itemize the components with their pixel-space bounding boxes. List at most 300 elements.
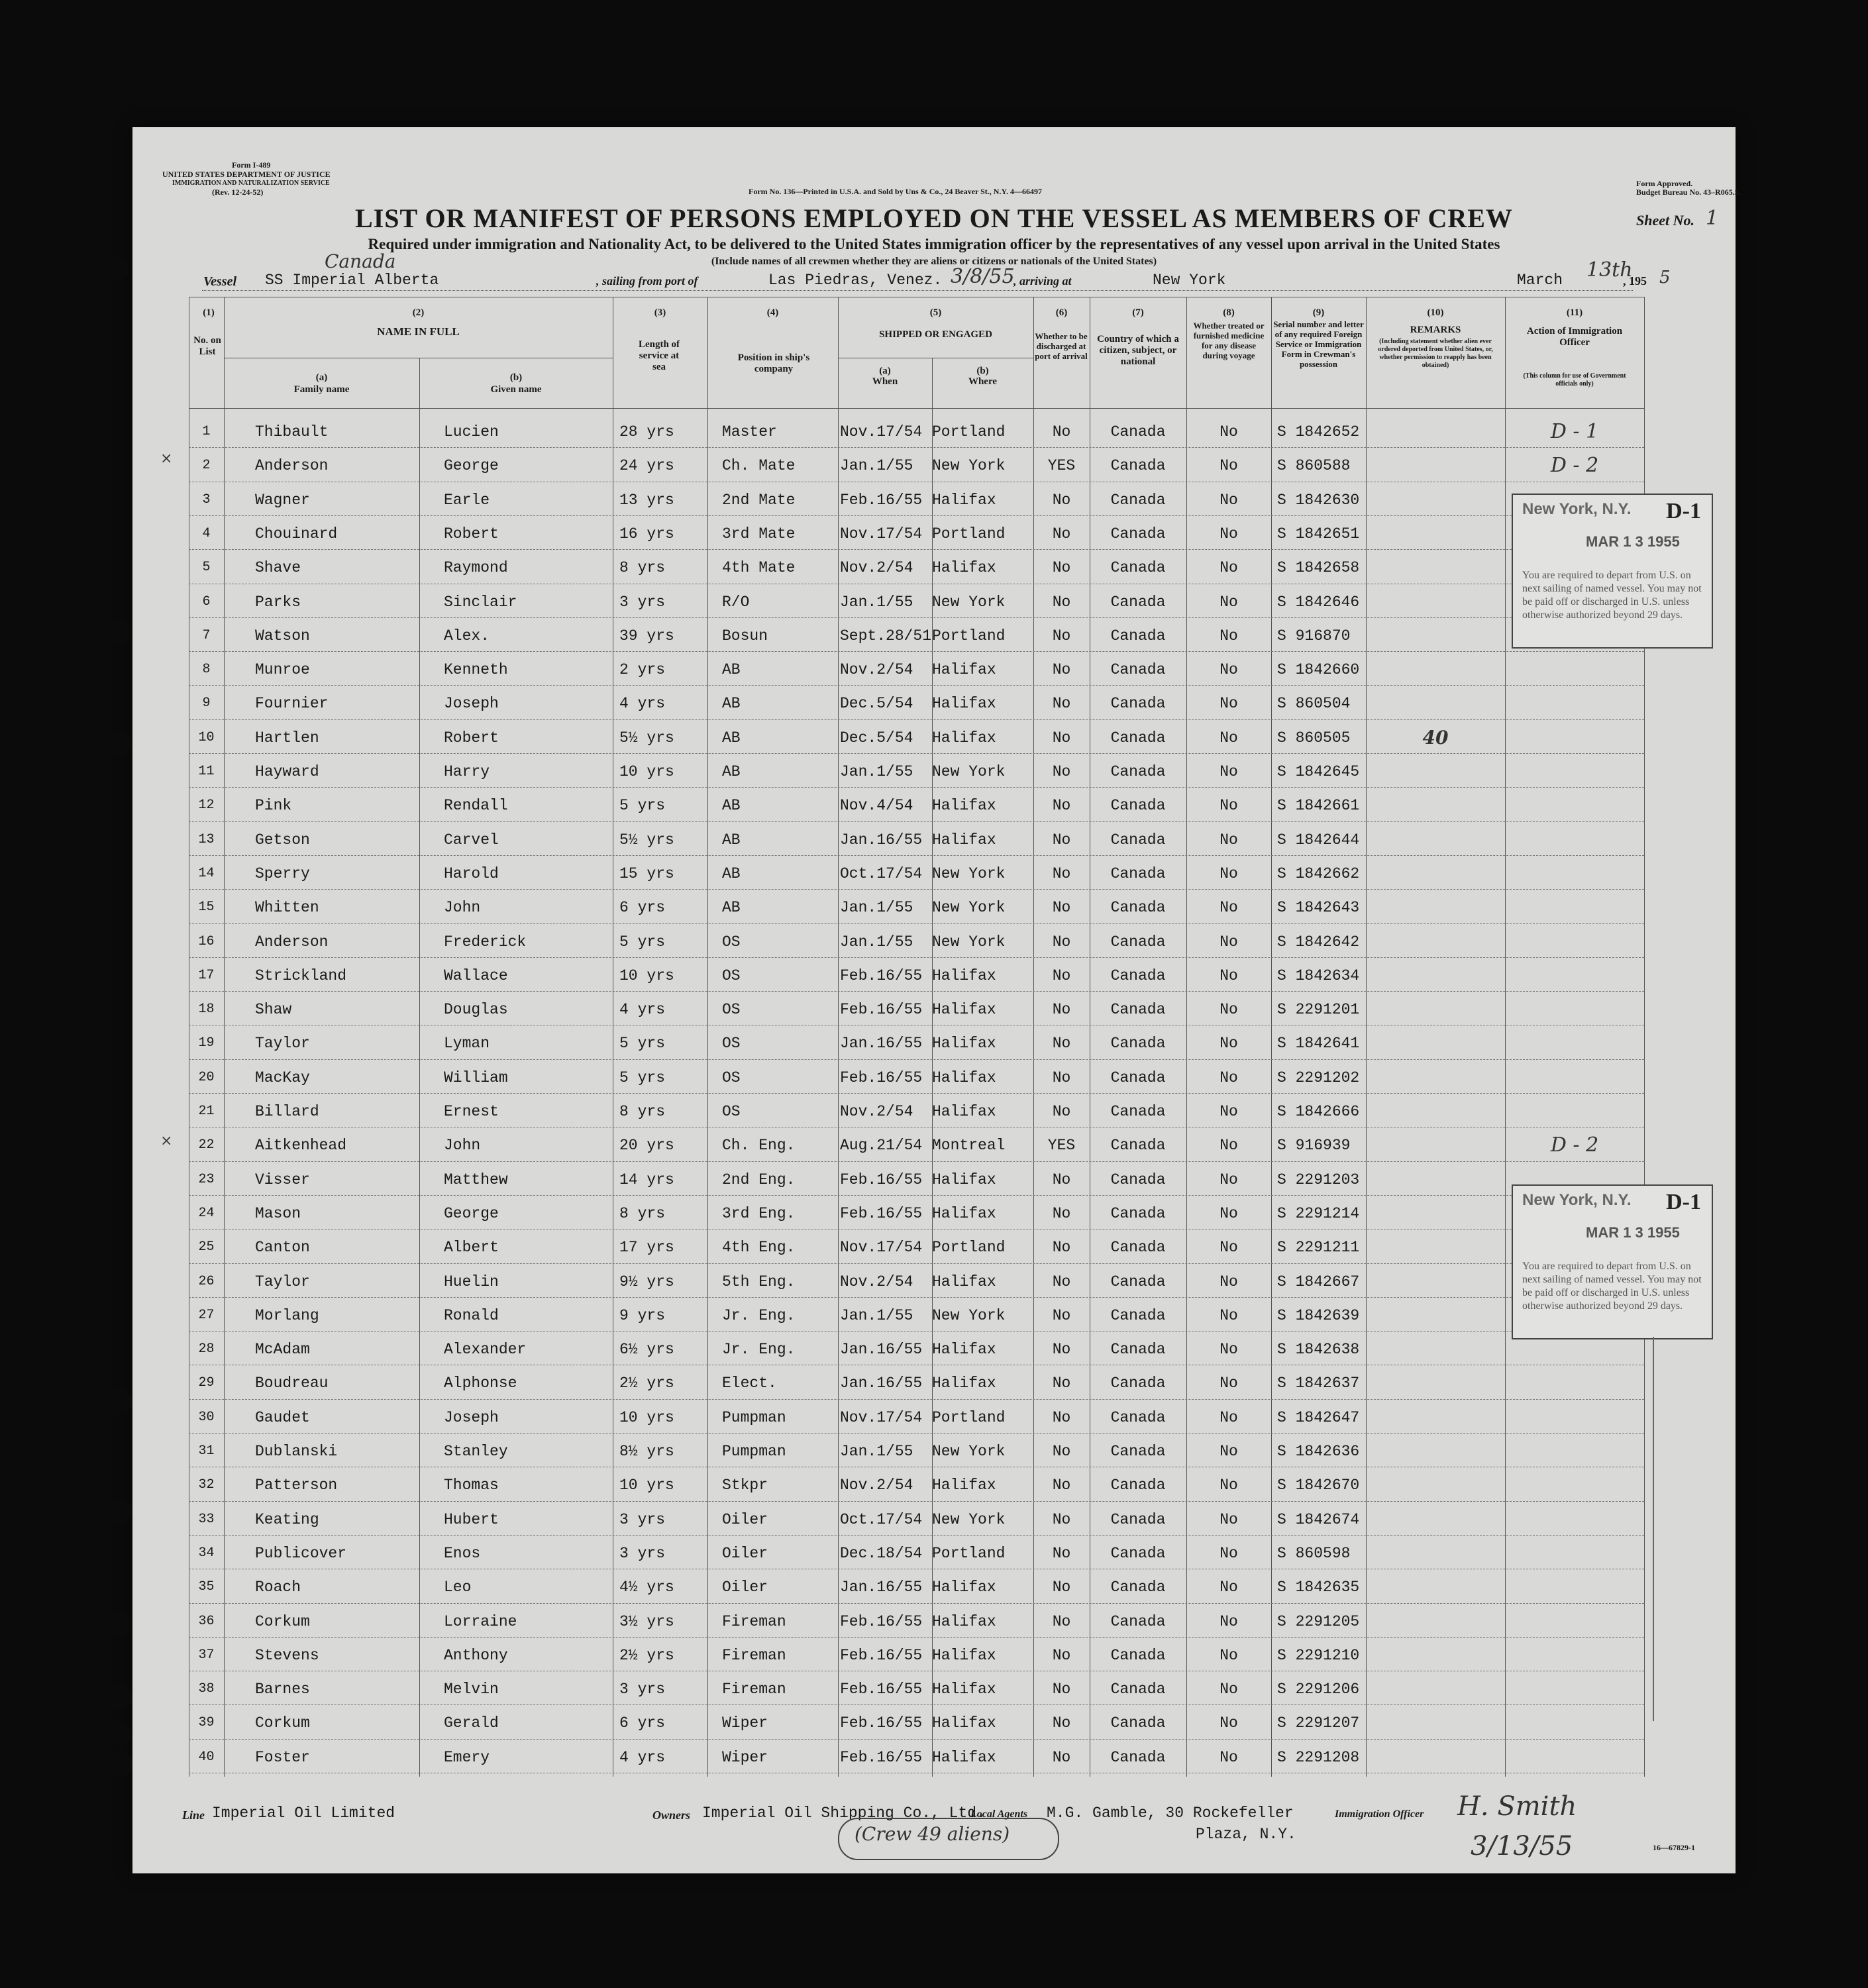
col9-label: Serial number and letter of any required Foreign Service or Immigration Form in Crewman's possession [1273, 319, 1364, 369]
given-name: Hubert [444, 1510, 499, 1528]
discharge-status: No [1052, 1714, 1071, 1732]
row-number: 14 [198, 865, 215, 881]
row-number: 29 [198, 1375, 215, 1391]
agents-label: Local Agents [970, 1808, 1028, 1820]
family-name: Hartlen [255, 729, 319, 747]
medicine-status: No [1219, 864, 1238, 882]
country: Canada [1110, 1748, 1166, 1766]
row-rule [189, 1535, 1644, 1536]
column-rule [1271, 297, 1272, 1777]
col5-num: (5) [929, 307, 942, 318]
row-number: 10 [198, 729, 215, 745]
given-name: George [444, 1204, 499, 1222]
serial-number: S 1842639 [1277, 1306, 1360, 1324]
arrival-month: March [1517, 272, 1563, 289]
length-of-service: 3 yrs [619, 593, 666, 611]
shipped-when: Feb.16/55 [840, 1171, 923, 1188]
medicine-status: No [1219, 1714, 1238, 1732]
discharge-status: No [1052, 899, 1071, 917]
given-name: Lucien [444, 423, 499, 441]
discharge-status: No [1052, 1204, 1071, 1222]
col9-num: (9) [1312, 307, 1325, 318]
position: Fireman [722, 1612, 786, 1630]
sailing-label: , sailing from port of [596, 274, 698, 288]
shipped-where: Halifax [932, 1035, 996, 1053]
position: Fireman [722, 1646, 786, 1664]
row-number: 1 [202, 424, 211, 439]
shipped-where: Halifax [932, 1204, 996, 1222]
serial-number: S 860588 [1277, 457, 1351, 475]
col10-note: (Including statement whether alien ever ordered deported from United States, or, whether permission to reapply has been obtained) [1378, 338, 1493, 369]
shipped-when: Jan.1/55 [840, 1443, 913, 1460]
serial-number: S 1842666 [1277, 1103, 1360, 1120]
family-name: Taylor [255, 1035, 310, 1053]
family-name: Boudreau [255, 1375, 329, 1392]
officer-action: D - 2 [1550, 456, 1599, 476]
medicine-status: No [1219, 1273, 1238, 1290]
punch-hole [105, 730, 131, 757]
discharge-status: No [1052, 1579, 1071, 1596]
row-number: 20 [198, 1069, 215, 1085]
col11-num: (11) [1566, 307, 1583, 318]
printer-note: Form No. 136—Printed in U.S.A. and Sold by Uns & Co., 24 Beaver St., N.Y. 4—66497 [749, 187, 1043, 196]
length-of-service: 6 yrs [619, 1714, 666, 1732]
col1-label: No. on List [193, 335, 221, 357]
discharge-status: No [1052, 1239, 1071, 1257]
row-number: 5 [202, 560, 211, 576]
shipped-when: Feb.16/55 [840, 1001, 923, 1019]
row-number: 32 [198, 1477, 215, 1493]
medicine-status: No [1219, 1443, 1238, 1460]
agents-value: M.G. Gamble, 30 Rockefeller [1047, 1805, 1294, 1822]
row-number: 27 [198, 1307, 215, 1323]
row-rule [189, 1059, 1644, 1060]
discharge-status: No [1052, 1510, 1071, 1528]
length-of-service: 4½ yrs [619, 1579, 674, 1596]
family-name: Stevens [255, 1646, 319, 1664]
shipped-where: Halifax [932, 1069, 996, 1086]
family-name: Aitkenhead [255, 1137, 347, 1155]
row-rule [189, 1637, 1644, 1638]
shipped-where: Halifax [932, 1714, 996, 1732]
length-of-service: 10 yrs [619, 763, 674, 780]
shipped-where: New York [932, 1510, 1006, 1528]
country: Canada [1110, 1375, 1166, 1392]
family-name: Anderson [255, 457, 329, 475]
bracket-line [1653, 1337, 1654, 1721]
stamp-city: New York, N.Y. [1522, 500, 1632, 518]
shipped-when: Jan.16/55 [840, 831, 923, 849]
shipped-when: Feb.16/55 [840, 1681, 923, 1699]
row-rule [189, 549, 1644, 550]
medicine-status: No [1219, 1748, 1238, 1766]
form-approved: Form Approved. [1636, 179, 1693, 188]
serial-number: S 916939 [1277, 1137, 1351, 1155]
shipped-where: Portland [932, 1544, 1006, 1562]
shipped-when: Jan.16/55 [840, 1035, 923, 1053]
revision: (Rev. 12-24-52) [212, 187, 264, 197]
shipped-where: Halifax [932, 1171, 996, 1188]
header-bottom-rule [189, 408, 1644, 409]
shipped-where: Halifax [932, 1273, 996, 1290]
country: Canada [1110, 967, 1166, 984]
given-name: Albert [444, 1239, 499, 1257]
country: Canada [1110, 593, 1166, 611]
shipped-where: Halifax [932, 1103, 996, 1120]
country: Canada [1110, 797, 1166, 815]
punch-hole [106, 1498, 132, 1525]
family-name: Foster [255, 1748, 310, 1766]
owners-value: Imperial Oil Shipping Co., Ltd. [702, 1805, 986, 1822]
row-number: 6 [202, 594, 211, 609]
position: OS [722, 1069, 741, 1086]
length-of-service: 8 yrs [619, 1103, 666, 1120]
family-name: MacKay [255, 1069, 310, 1086]
shipped-when: Nov.2/54 [840, 661, 913, 679]
shipped-where: Halifax [932, 1579, 996, 1596]
given-name: Anthony [444, 1646, 508, 1664]
serial-number: S 2291206 [1277, 1681, 1360, 1699]
vessel-line-rule [202, 290, 1633, 291]
serial-number: S 1842658 [1277, 559, 1360, 577]
row-number: 30 [198, 1409, 215, 1425]
stamp-code: D-1 [1666, 499, 1701, 523]
family-name: Canton [255, 1239, 310, 1257]
form-code: 16—67829-1 [1653, 1843, 1695, 1852]
length-of-service: 28 yrs [619, 423, 674, 441]
discharge-status: No [1052, 1477, 1071, 1494]
shipped-when: Jan.16/55 [840, 1375, 923, 1392]
serial-number: S 1842630 [1277, 491, 1360, 509]
row-number: 33 [198, 1511, 215, 1527]
length-of-service: 2½ yrs [619, 1646, 674, 1664]
family-name: Barnes [255, 1681, 310, 1699]
department: UNITED STATES DEPARTMENT OF JUSTICE [162, 170, 331, 179]
country: Canada [1110, 525, 1166, 543]
given-name: Sinclair [444, 593, 517, 611]
row-number: 28 [198, 1341, 215, 1357]
serial-number: S 2291207 [1277, 1714, 1360, 1732]
length-of-service: 8 yrs [619, 559, 666, 577]
sailing-port: Las Piedras, Venez. [768, 272, 943, 289]
family-name: Gaudet [255, 1408, 310, 1426]
shipped-when: Feb.16/55 [840, 1714, 923, 1732]
row-number: 37 [198, 1647, 215, 1663]
country: Canada [1110, 1171, 1166, 1188]
serial-number: S 1842667 [1277, 1273, 1360, 1290]
crew-note: (Crew 49 aliens) [855, 1823, 1010, 1845]
serial-number: S 2291201 [1277, 1001, 1360, 1019]
medicine-status: No [1219, 1579, 1238, 1596]
officer-signature: H. Smith [1457, 1791, 1577, 1822]
shipped-when: Nov.17/54 [840, 525, 923, 543]
country: Canada [1110, 1579, 1166, 1596]
position: AB [722, 661, 741, 679]
shipped-when: Nov.2/54 [840, 1477, 913, 1494]
shipped-when: Feb.16/55 [840, 1612, 923, 1630]
serial-number: S 916870 [1277, 627, 1351, 645]
discharge-status: No [1052, 1544, 1071, 1562]
medicine-status: No [1219, 1544, 1238, 1562]
punch-hole [105, 1611, 131, 1638]
col6-num: (6) [1055, 307, 1068, 318]
line-value: Imperial Oil Limited [212, 1805, 395, 1822]
family-name: Shaw [255, 1001, 292, 1019]
row-number: 13 [198, 831, 215, 847]
given-name: Robert [444, 525, 499, 543]
serial-number: S 1842642 [1277, 933, 1360, 951]
row-number: 9 [202, 696, 211, 711]
family-name: Strickland [255, 967, 347, 984]
family-name: Fournier [255, 695, 329, 713]
length-of-service: 13 yrs [619, 491, 674, 509]
medicine-status: No [1219, 797, 1238, 815]
shipped-where: Portland [932, 1239, 1006, 1257]
given-name: Harry [444, 763, 490, 780]
position: Oiler [722, 1544, 768, 1562]
given-name: Robert [444, 729, 499, 747]
row-number: 36 [198, 1613, 215, 1629]
shipped-when: Jan.1/55 [840, 763, 913, 780]
family-name: Dublanski [255, 1443, 338, 1460]
shipped-when: Feb.16/55 [840, 491, 923, 509]
shipped-when: Dec.5/54 [840, 695, 913, 713]
serial-number: S 1842647 [1277, 1408, 1360, 1426]
position: Wiper [722, 1748, 768, 1766]
row-rule [189, 1161, 1644, 1162]
position: Jr. Eng. [722, 1341, 796, 1359]
position: AB [722, 864, 741, 882]
discharge-status: No [1052, 1748, 1071, 1766]
officer-action: D - 1 [1550, 423, 1599, 441]
shipped-when: Nov.17/54 [840, 1408, 923, 1426]
family-name: Corkum [255, 1714, 310, 1732]
shipped-where: Portland [932, 525, 1006, 543]
medicine-status: No [1219, 1035, 1238, 1053]
row-rule [189, 651, 1644, 652]
stamp-date: MAR 1 3 1955 [1586, 1224, 1680, 1241]
shipped-where: New York [932, 864, 1006, 882]
medicine-status: No [1219, 1375, 1238, 1392]
given-name: Wallace [444, 967, 508, 984]
country: Canada [1110, 729, 1166, 747]
country: Canada [1110, 1646, 1166, 1664]
medicine-status: No [1219, 695, 1238, 713]
serial-number: S 1842660 [1277, 661, 1360, 679]
row-rule [189, 1433, 1644, 1434]
position: 5th Eng. [722, 1273, 796, 1290]
medicine-status: No [1219, 423, 1238, 441]
discharge-status: No [1052, 967, 1071, 984]
col11-note: (This column for use of Government officials only) [1523, 372, 1626, 388]
position: AB [722, 831, 741, 849]
remarks: 40 [1422, 728, 1449, 747]
country: Canada [1110, 695, 1166, 713]
family-name: Wagner [255, 491, 310, 509]
country: Canada [1110, 933, 1166, 951]
discharge-status: No [1052, 864, 1071, 882]
shipped-when: Nov.2/54 [840, 1273, 913, 1290]
position: Fireman [722, 1681, 786, 1699]
shipped-when: Jan.1/55 [840, 899, 913, 917]
row-number: 24 [198, 1205, 215, 1221]
length-of-service: 3 yrs [619, 1544, 666, 1562]
include-note: (Include names of all crewmen whether they are aliens or citizens or nationals of the United States) [711, 256, 1157, 267]
discharge-status: No [1052, 627, 1071, 645]
discharge-status: No [1052, 559, 1071, 577]
country: Canada [1110, 864, 1166, 882]
length-of-service: 6½ yrs [619, 1341, 674, 1359]
col11-label: Action of Immigration Officer [1526, 326, 1623, 348]
page-title: LIST OR MANIFEST OF PERSONS EMPLOYED ON THE VESSEL AS MEMBERS OF CREW [355, 203, 1513, 233]
given-name: Lorraine [444, 1612, 517, 1630]
year-prefix: , 195 [1623, 274, 1647, 288]
serial-number: S 2291208 [1277, 1748, 1360, 1766]
country: Canada [1110, 1681, 1166, 1699]
col10-num: (10) [1427, 307, 1444, 318]
row-rule [189, 1093, 1644, 1094]
immigration-stamp-1 [1512, 494, 1713, 649]
medicine-status: No [1219, 1137, 1238, 1155]
x-mark-row-22: × [160, 1133, 173, 1149]
row-rule [189, 1603, 1644, 1604]
family-name: Visser [255, 1171, 310, 1188]
row-rule [189, 1399, 1644, 1400]
position: 4th Mate [722, 559, 796, 577]
family-name: McAdam [255, 1341, 310, 1359]
position: Master [722, 423, 777, 441]
shipped-when: Oct.17/54 [840, 1510, 923, 1528]
stamp-text: You are required to depart from U.S. on next sailing of named vessel. You may not be paid off or discharged in U.S. unless otherwise authorized beyond 29 days. [1522, 1261, 1702, 1312]
row-rule [189, 1297, 1644, 1298]
row-rule [189, 1739, 1644, 1740]
length-of-service: 5 yrs [619, 1035, 666, 1053]
column-rule [838, 297, 839, 1777]
medicine-status: No [1219, 1171, 1238, 1188]
sailing-date-handwritten: 3/8/55 [951, 265, 1015, 288]
shipped-where: New York [932, 593, 1006, 611]
owners-label: Owners [652, 1808, 691, 1822]
length-of-service: 3 yrs [619, 1510, 666, 1528]
row-number: 2 [202, 458, 211, 474]
discharge-status: No [1052, 1443, 1071, 1460]
serial-number: S 1842637 [1277, 1375, 1360, 1392]
given-name: Alex. [444, 627, 490, 645]
serial-number: S 1842645 [1277, 763, 1360, 780]
subtitle: Required under immigration and Nationality Act, to be delivered to the United States immigration officer by the representatives of any vessel upon arrival in the United States [368, 236, 1500, 252]
medicine-status: No [1219, 899, 1238, 917]
country: Canada [1110, 457, 1166, 475]
row-number: 8 [202, 662, 211, 678]
shipped-when: Feb.16/55 [840, 1748, 923, 1766]
family-name: Pink [255, 797, 292, 815]
shipped-where: Halifax [932, 797, 996, 815]
given-name: Harold [444, 864, 499, 882]
discharge-status: No [1052, 593, 1071, 611]
given-name: Matthew [444, 1171, 508, 1188]
position: 3rd Eng. [722, 1204, 796, 1222]
family-name: Chouinard [255, 525, 338, 543]
country: Canada [1110, 661, 1166, 679]
vessel-flag-handwritten: Canada [325, 250, 396, 272]
length-of-service: 4 yrs [619, 695, 666, 713]
punch-hole [105, 1721, 131, 1748]
country: Canada [1110, 899, 1166, 917]
discharge-status: No [1052, 1069, 1071, 1086]
year-handwritten: 5 [1659, 268, 1671, 288]
discharge-status: No [1052, 729, 1071, 747]
row-number: 18 [198, 1002, 215, 1018]
position: 3rd Mate [722, 525, 796, 543]
x-mark-row-2: × [160, 450, 173, 467]
col2b-label: Given name [490, 384, 542, 395]
position: OS [722, 1103, 741, 1120]
shipped-where: Halifax [932, 661, 996, 679]
discharge-status: No [1052, 1408, 1071, 1426]
shipped-where: Halifax [932, 1681, 996, 1699]
row-number: 21 [198, 1104, 215, 1119]
col1-num: (1) [203, 307, 215, 318]
given-name: John [444, 1137, 481, 1155]
country: Canada [1110, 1069, 1166, 1086]
position: Oiler [722, 1579, 768, 1596]
col7-label: Country of which a citizen, subject, or national [1097, 334, 1179, 367]
position: OS [722, 1001, 741, 1019]
length-of-service: 9 yrs [619, 1306, 666, 1324]
service: IMMIGRATION AND NATURALIZATION SERVICE [172, 180, 330, 187]
row-rule [189, 1263, 1644, 1264]
country: Canada [1110, 627, 1166, 645]
shipped-when: Feb.16/55 [840, 967, 923, 984]
shipped-when: Nov.2/54 [840, 559, 913, 577]
length-of-service: 14 yrs [619, 1171, 674, 1188]
shipped-where: Halifax [932, 1748, 996, 1766]
discharge-status: No [1052, 1035, 1071, 1053]
col2a-num: (a) [315, 372, 328, 383]
col10-label: REMARKS [1410, 325, 1461, 335]
serial-number: S 860598 [1277, 1544, 1351, 1562]
row-rule [189, 617, 1644, 618]
shipped-when: Sept.28/51 [840, 627, 932, 645]
medicine-status: No [1219, 967, 1238, 984]
serial-number: S 2291211 [1277, 1239, 1360, 1257]
given-name: Alphonse [444, 1375, 517, 1392]
country: Canada [1110, 763, 1166, 780]
col5a-num: (a) [879, 366, 891, 376]
country: Canada [1110, 423, 1166, 441]
given-name: Melvin [444, 1681, 499, 1699]
row-rule [189, 1501, 1644, 1502]
shipped-where: Halifax [932, 967, 996, 984]
given-name: Enos [444, 1544, 481, 1562]
shipped-where: Halifax [932, 1477, 996, 1494]
column-rule [224, 297, 225, 1777]
country: Canada [1110, 1137, 1166, 1155]
shipped-when: Jan.16/55 [840, 1341, 923, 1359]
medicine-status: No [1219, 1204, 1238, 1222]
row-rule [189, 1704, 1644, 1705]
serial-number: S 1842651 [1277, 525, 1360, 543]
position: Wiper [722, 1714, 768, 1732]
shipped-where: Halifax [932, 1375, 996, 1392]
row-rule [189, 515, 1644, 516]
shipped-when: Jan.1/55 [840, 457, 913, 475]
position: AB [722, 763, 741, 780]
length-of-service: 3 yrs [619, 1681, 666, 1699]
length-of-service: 5 yrs [619, 933, 666, 951]
given-name: Rendall [444, 797, 508, 815]
col3-num: (3) [654, 307, 666, 318]
